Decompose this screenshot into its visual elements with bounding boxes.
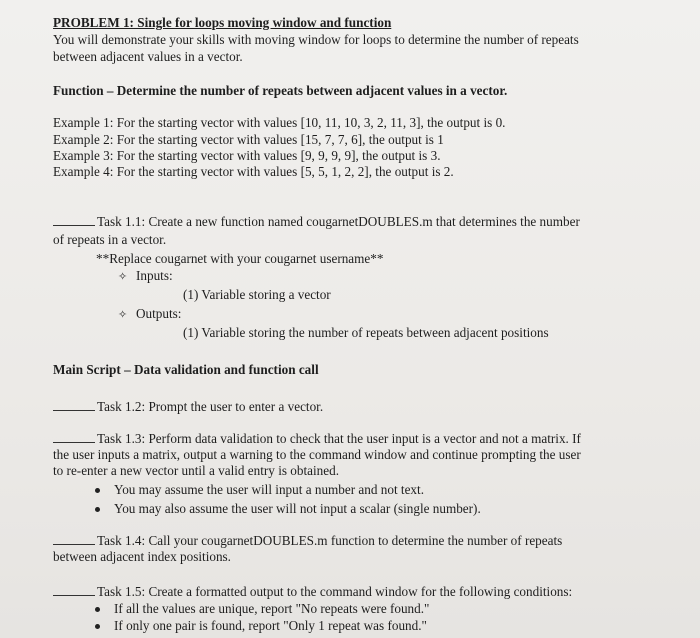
task-1-4-line-2: between adjacent index positions. — [53, 549, 231, 564]
task-1-3-bullet-2 — [95, 501, 481, 517]
diamond-bullet-icon: ✧ — [118, 309, 128, 321]
task-1-5-line-1 — [53, 584, 572, 600]
task-1-3-line-2: the user inputs a matrix, output a warning to the command window and continue prompting the user — [53, 447, 581, 462]
input-item: (1) Variable storing a vector — [183, 287, 331, 302]
intro-line-2: between adjacent values in a vector. — [53, 49, 243, 64]
task-1-5-text: Task 1.5: Create a formatted output to the command window for the following conditions: — [97, 584, 573, 599]
problem-title: PROBLEM 1: Single for loops moving window and function — [53, 15, 392, 30]
output-item: (1) Variable storing the number of repeats between adjacent positions — [183, 325, 549, 340]
inputs-label: Inputs: — [136, 268, 173, 283]
bullet-text: You may also assume the user will not input a scalar (single number). — [114, 501, 481, 516]
bullet-icon — [95, 607, 100, 612]
bullet-text: If all the values are unique, report "No repeats were found." — [114, 601, 430, 616]
outputs-label-row — [118, 306, 181, 323]
example-4: Example 4: For the starting vector with values [5, 5, 1, 2, 2], the output is 2. — [53, 164, 454, 179]
main-script-heading: Main Script – Data validation and function call — [53, 362, 319, 377]
task-1-5-bullet-1 — [95, 601, 429, 617]
answer-blank — [53, 442, 95, 443]
example-2: Example 2: For the starting vector with values [15, 7, 7, 6], the output is 1 — [53, 132, 444, 147]
outputs-label: Outputs: — [136, 306, 182, 321]
task-1-4-text: Task 1.4: Call your cougarnetDOUBLES.m function to determine the number of repeats — [97, 533, 563, 548]
bullet-text: You may assume the user will input a number and not text. — [114, 482, 424, 497]
answer-blank — [53, 410, 95, 411]
example-3: Example 3: For the starting vector with values [9, 9, 9, 9], the output is 3. — [53, 148, 441, 163]
task-1-2-text: Task 1.2: Prompt the user to enter a vector. — [97, 399, 324, 414]
task-1-3-bullet-1 — [95, 482, 424, 498]
task-1-3-text: Task 1.3: Perform data validation to check that the user input is a vector and not a matrix. If — [97, 431, 581, 446]
diamond-bullet-icon: ✧ — [118, 271, 128, 283]
answer-blank — [53, 225, 95, 226]
intro-line-1: You will demonstrate your skills with moving window for loops to determine the number of repeats — [53, 32, 579, 47]
bullet-icon — [95, 488, 100, 493]
function-heading: Function – Determine the number of repeats between adjacent values in a vector. — [53, 83, 508, 98]
task-1-3-line-1 — [53, 431, 581, 447]
task-1-1-text: Task 1.1: Create a new function named cougarnetDOUBLES.m that determines the number — [97, 214, 580, 229]
answer-blank — [53, 544, 95, 545]
task-1-5-bullet-2 — [95, 618, 427, 634]
task-1-2 — [53, 399, 323, 415]
example-1: Example 1: For the starting vector with values [10, 11, 10, 3, 2, 11, 3], the output is 0. — [53, 115, 506, 130]
bullet-icon — [95, 624, 100, 629]
answer-blank — [53, 595, 95, 596]
task-1-3-line-3: to re-enter a new vector until a valid entry is obtained. — [53, 463, 339, 478]
inputs-label-row — [118, 268, 173, 285]
bullet-icon — [95, 507, 100, 512]
bullet-text: If only one pair is found, report "Only 1 repeat was found." — [114, 618, 427, 633]
task-1-1-line-2: of repeats in a vector. — [53, 232, 167, 247]
task-1-4-line-1 — [53, 533, 562, 549]
task-1-1-line-1 — [53, 214, 580, 230]
replace-note: **Replace cougarnet with your cougarnet username** — [96, 251, 384, 266]
